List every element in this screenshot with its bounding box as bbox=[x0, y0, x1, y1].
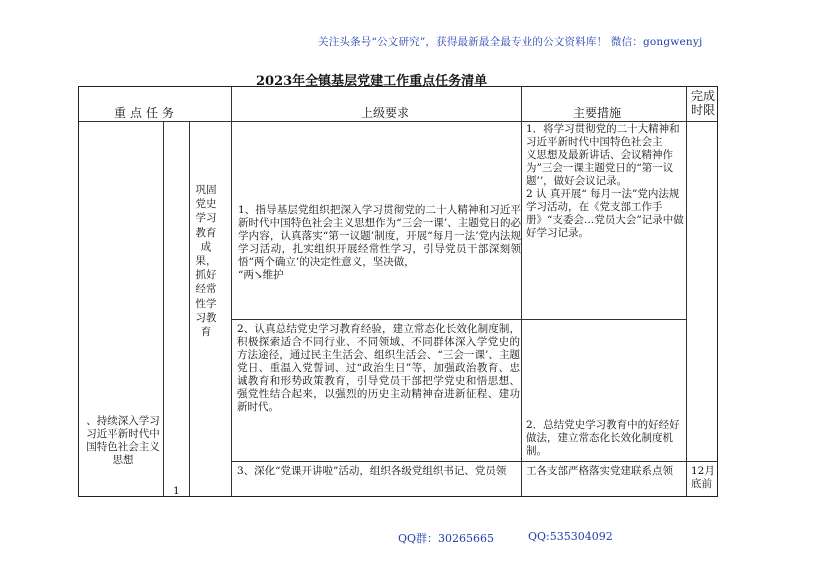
header-row-divider bbox=[79, 121, 717, 122]
requirement-item-1: 1、指导基层党组织把深入学习贯彻党的二十人精神和习近平新时代中国特色社会主义思想作为“三会一课’、主题党日的必学内容，认真落实“第一议题’制度，开展“每月一法’党内法规学习活动，扎实组织开展经常性学习，引导党员干部深刻领悟“两个确立’的决定性意义，坚决做， “两↘维护 bbox=[238, 204, 521, 281]
requirement-item-3: 3、深化“党课开讲啦”活动，组织各级党组织书记、党员领 bbox=[237, 465, 507, 477]
col-divider-2 bbox=[189, 121, 190, 496]
header-task: 重点任务 bbox=[114, 106, 179, 120]
row-divider-2 bbox=[231, 461, 717, 462]
col-divider-4 bbox=[521, 87, 522, 496]
header-deadline: 完成时限 bbox=[691, 89, 716, 117]
header-promo-note: 关注头条号“公文研究”，获得最新最全最专业的公文资料库！ 微信：gongwenyj bbox=[318, 36, 703, 48]
measure-item-1: 1．将学习贯彻党的二十大精神和习近平新时代中国特色社会主 义思想及最新讲话、会议精神作为”三会一课主题党日的“第一议题’’，做好会议记录。 2 认 真开展“ 每月一法”党内法规学习活动，在《党支部工作手册》“支委会…党员大会”记录中做好学习记录。 bbox=[526, 123, 684, 239]
col-divider-1 bbox=[163, 121, 164, 496]
col-divider-3 bbox=[231, 87, 232, 496]
measure-item-3: 工各支部严格落实党建联系点领 bbox=[526, 465, 673, 477]
task-index: 1 bbox=[173, 485, 180, 497]
task-category: 、持续深入学习习近平新时代中国特色社会主义思想 bbox=[86, 415, 160, 466]
deadline-value: 12月底前 bbox=[691, 465, 715, 490]
footer-qq: QQ:535304092 bbox=[528, 530, 613, 543]
task-table bbox=[78, 86, 718, 497]
footer-qq-group: QQ群：30265665 bbox=[398, 532, 495, 545]
header-measure: 主要措施 bbox=[573, 106, 622, 120]
document-title: 2023年全镇基层党建工作重点任务清单 bbox=[256, 74, 488, 89]
subtask-name: 巩固党史学习教育成果，抓好经常性学习教育 bbox=[195, 184, 217, 339]
requirement-item-2: 2、认真总结党史学习教育经验，建立常态化长效化制度制，积极探索适合不同行业、不同领域、不同群体深入学党史的方法途径，通过民主生活会、组织生活会、“三会一课’、主题党日、重温入党誓词、过“政治生日”等，加强政治教育、忠诚教育和形势政策教育，引导党员干部把学党史和悟思想、强党性结合起来，以强烈的历史主动精神奋进新征程、建功新时代。 bbox=[237, 323, 520, 413]
col-divider-5 bbox=[686, 87, 687, 496]
measure-item-2: 2．总结党史学习教育中的好经好做法，建立常态化长效化制度机制。 bbox=[526, 419, 680, 457]
header-requirement: 上级要求 bbox=[361, 106, 410, 120]
row-divider-1 bbox=[231, 319, 686, 320]
